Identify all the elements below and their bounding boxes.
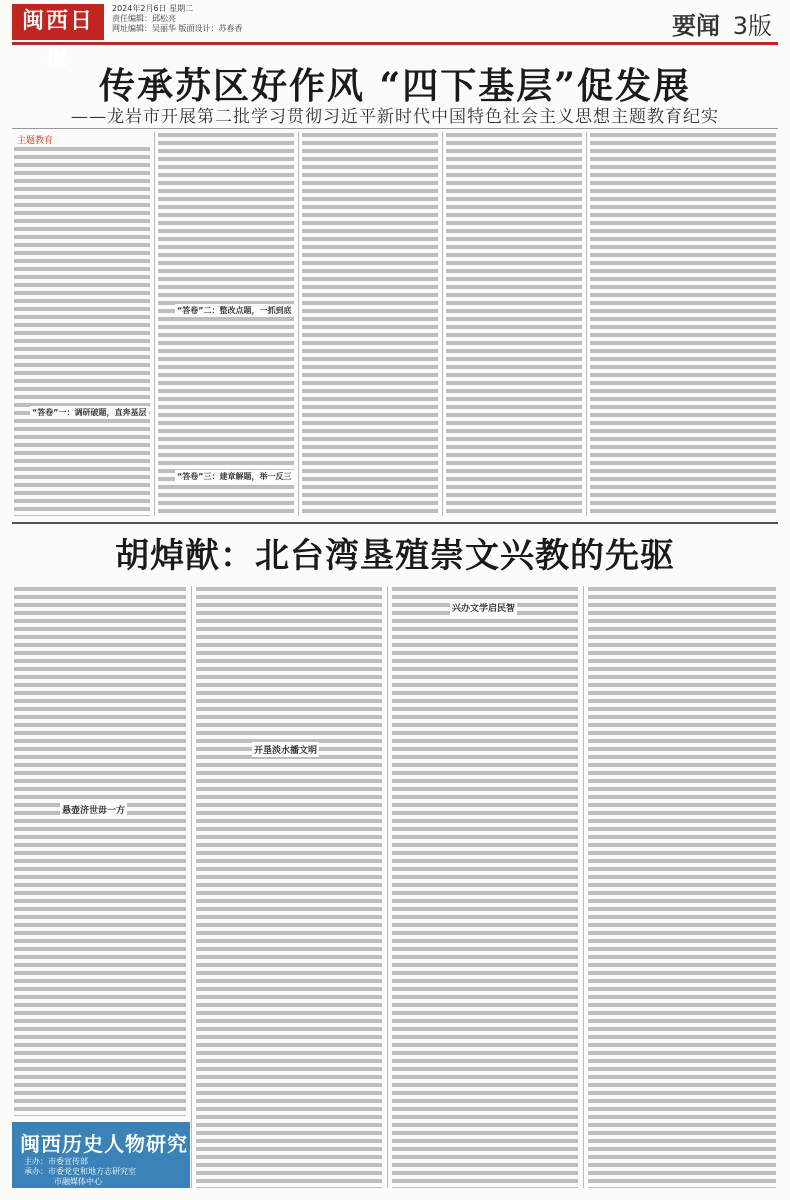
article1-kicker: 主题教育 — [14, 132, 56, 147]
banner-sponsor: 主办：市委宣传部 — [24, 1157, 88, 1166]
article2-subhead-1: 悬壶济世毋一方 — [60, 802, 127, 817]
masthead-meta — [112, 4, 243, 34]
article2-title: 胡焯猷：北台湾垦殖崇文兴教的先驱 — [115, 536, 675, 576]
design-credit: 网址编辑：吴丽华 版面设计：苏春香 — [112, 24, 243, 33]
section-rule — [12, 522, 778, 524]
column-banner — [12, 1122, 190, 1188]
article1-title: 传承苏区好作风 “四下基层”促发展 — [99, 65, 691, 107]
column-divider — [387, 586, 388, 1188]
column-divider — [586, 132, 587, 516]
article1-column-3 — [302, 132, 438, 516]
masthead — [0, 0, 790, 70]
article2-column-2 — [196, 586, 382, 1188]
column-divider — [191, 586, 192, 1188]
article1-column-2 — [158, 132, 294, 516]
editor-credit: 责任编辑：邱松亮 — [112, 14, 176, 23]
article1-title-rule — [12, 128, 778, 129]
article2-subhead-2: 开垦淡水播文明 — [252, 742, 319, 757]
article1-column-4 — [446, 132, 582, 516]
article2-subhead-3: 兴办文学启民智 — [450, 600, 517, 615]
page-number: 3版 — [732, 12, 772, 40]
issue-date: 2024年2月6日 星期二 — [112, 4, 194, 13]
section-name: 要闻 — [672, 12, 720, 40]
article1-subtitle: ——龙岩市开展第二批学习贯彻习近平新时代中国特色社会主义思想主题教育纪实 — [71, 107, 719, 127]
article1-subhead-3: “答卷”三：建章解题，举一反三 — [177, 472, 292, 481]
article1-column-5 — [590, 132, 776, 516]
banner-organizer: 承办：市委党史和地方志研究室 — [24, 1167, 136, 1176]
banner-organizer-2: 市融媒体中心 — [54, 1177, 102, 1186]
column-divider — [298, 132, 299, 516]
article2-column-3 — [392, 586, 578, 1188]
column-divider — [442, 132, 443, 516]
masthead-rule — [12, 42, 778, 45]
article1-column-1 — [14, 146, 150, 516]
column-divider — [583, 586, 584, 1188]
banner-title: 闽西历史人物研究 — [20, 1132, 188, 1156]
newspaper-logo: 闽西日报 — [12, 4, 104, 40]
article2-column-1 — [14, 586, 186, 1116]
article2-column-4 — [588, 586, 776, 1188]
article1-subhead-2: “答卷”二：整改点题，一抓到底 — [177, 306, 292, 315]
column-divider — [154, 132, 155, 516]
article1-subhead-1: “答卷”一：调研破题，直奔基层 — [32, 408, 147, 417]
